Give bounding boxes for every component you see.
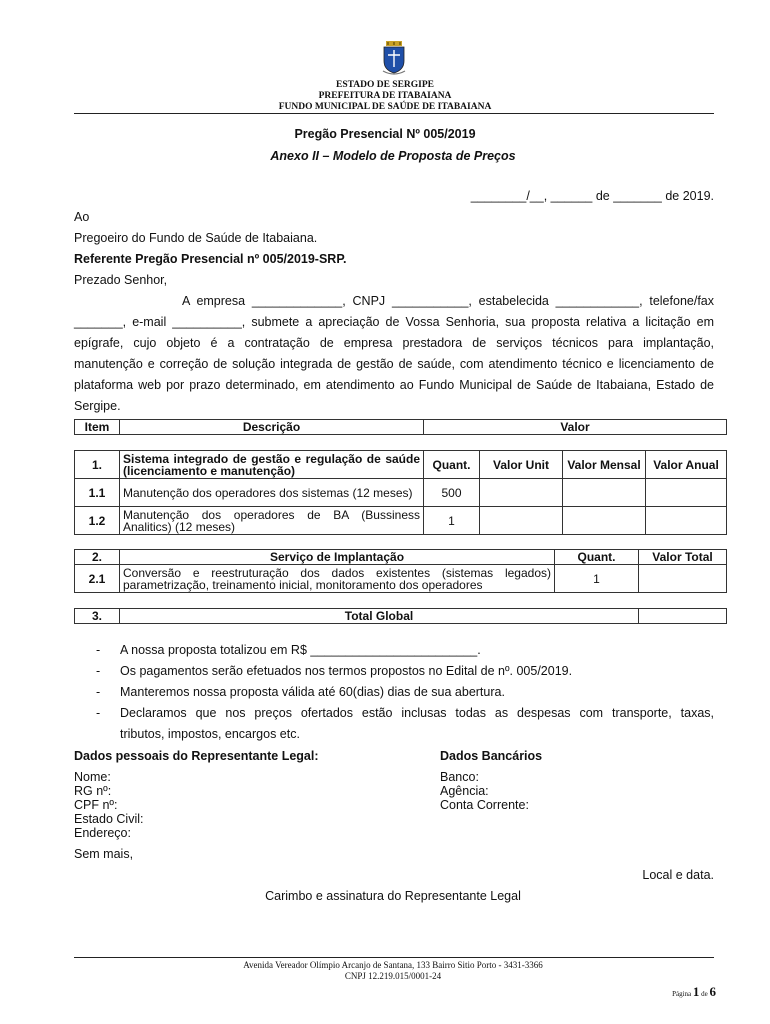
- bank-heading: Dados Bancários: [440, 749, 543, 763]
- footer-divider: [74, 957, 714, 958]
- item-1-2-valor-unit[interactable]: [480, 507, 563, 535]
- bullet-dash: -: [96, 664, 101, 678]
- local-data: Local e data.: [642, 868, 714, 882]
- rep-heading: Dados pessoais do Representante Legal:: [74, 749, 319, 763]
- bank-agencia: Agência:: [440, 784, 489, 798]
- page-label: Página: [672, 990, 692, 998]
- closing: Sem mais,: [74, 847, 134, 861]
- page-total: 6: [709, 984, 716, 999]
- header-state: ESTADO DE SERGIPE: [335, 80, 434, 90]
- valor-mensal-header: Valor Mensal: [563, 451, 646, 479]
- table-total-global: [74, 608, 727, 624]
- table-implantacao: [74, 549, 727, 593]
- footer-cnpj: CNPJ 12.219.015/0001-24: [344, 971, 442, 981]
- bullet-dash: -: [96, 643, 101, 657]
- date-line: ________/__, ______ de _______ de 2019.: [470, 189, 714, 203]
- table-row: [75, 550, 727, 565]
- bullet-validade: Manteremos nossa proposta válida até 60(dias) dias de sua abertura.: [120, 685, 505, 699]
- item-1-2-valor-mensal[interactable]: [563, 507, 646, 535]
- rep-nome: Nome:: [74, 770, 111, 784]
- item-1-1-valor-mensal[interactable]: [563, 479, 646, 507]
- valor-unit-header: Valor Unit: [480, 451, 563, 479]
- item-1: 1.: [75, 451, 120, 479]
- body-line-5: plataforma web por prazo determinado, em atendimento ao Fundo Municipal de Saúde de Itabaiana, Estado de: [74, 378, 714, 392]
- bullet-despesas-continuation: tributos, impostos, encargos etc.: [120, 727, 300, 741]
- quant-header: Quant.: [424, 451, 480, 479]
- item-1-1-quant: 500: [424, 479, 480, 507]
- addressee-pregoeiro: Pregoeiro do Fundo de Saúde de Itabaiana.: [74, 231, 318, 245]
- valor-anual-header: Valor Anual: [646, 451, 727, 479]
- document-subtitle: Anexo II – Modelo de Proposta de Preços: [270, 149, 516, 163]
- rep-rg: RG nº:: [74, 784, 112, 798]
- total-global-value[interactable]: [639, 609, 727, 624]
- rep-estado-civil: Estado Civil:: [74, 812, 144, 826]
- bullet-dash: -: [96, 685, 101, 699]
- body-line-1: A empresa _____________, CNPJ ___________, estabelecida ____________, telefone/fax: [182, 294, 714, 308]
- item-2-1-valor-total[interactable]: [639, 565, 727, 593]
- footer-address: Avenida Vereador Olímpio Arcanjo de Santana, 133 Bairro Sitio Porto - 3431-3366: [243, 960, 543, 970]
- item-1-1: 1.1: [75, 479, 120, 507]
- table-row: [75, 609, 727, 624]
- body-line-3: epígrafe, cujo objeto é a contratação de empresa prestadora de serviços técnicos para implantação,: [74, 336, 714, 350]
- signature-line: Carimbo e assinatura do Representante Legal: [265, 889, 521, 903]
- item-2-desc: Serviço de Implantação: [120, 550, 555, 565]
- page-current: 1: [692, 984, 700, 999]
- header-valor: Valor: [424, 420, 727, 435]
- bullet-total: A nossa proposta totalizou em R$ ________________________.: [120, 643, 481, 657]
- bank-conta: Conta Corrente:: [440, 798, 529, 812]
- item-1-2-desc: Manutenção dos operadores de BA (Bussiness Analitics) (12 meses): [120, 507, 424, 535]
- bullet-dash: -: [96, 706, 101, 720]
- bank-banco: Banco:: [440, 770, 479, 784]
- header-divider: [74, 113, 714, 114]
- header-item: Item: [75, 420, 120, 435]
- body-line-4: manutenção e correção de solução integrada de gestão de saúde, com atendimento técnico e licenciamento de: [74, 357, 714, 371]
- item-1-1-valor-unit[interactable]: [480, 479, 563, 507]
- body-line-6: Sergipe.: [74, 399, 121, 413]
- header-prefeitura: PREFEITURA DE ITABAIANA: [318, 91, 452, 101]
- body-line-2: _______, e-mail __________, submete a apreciação de Vossa Senhoria, sua proposta relativa a licitação em: [74, 315, 714, 329]
- item-3-desc: Total Global: [120, 609, 639, 624]
- item-1-2-quant: 1: [424, 507, 480, 535]
- addressee-ao: Ao: [74, 210, 90, 224]
- table-header: [74, 419, 727, 435]
- item-1-1-desc: Manutenção dos operadores dos sistemas (12 meses): [120, 479, 424, 507]
- table-licenciamento: [74, 450, 727, 535]
- item-1-desc: Sistema integrado de gestão e regulação de saúde (licenciamento e manutenção): [120, 451, 424, 479]
- item-1-2: 1.2: [75, 507, 120, 535]
- table-row: [75, 565, 727, 593]
- item-2-1: 2.1: [75, 565, 120, 593]
- header-descricao: Descrição: [120, 420, 424, 435]
- table-row: [75, 479, 727, 507]
- item-2: 2.: [75, 550, 120, 565]
- valor-total-header: Valor Total: [639, 550, 727, 565]
- quant-header-2: Quant.: [555, 550, 639, 565]
- greeting: Prezado Senhor,: [74, 273, 168, 287]
- item-1-1-valor-anual[interactable]: [646, 479, 727, 507]
- table-row: [75, 451, 727, 479]
- item-1-2-valor-anual[interactable]: [646, 507, 727, 535]
- rep-cpf: CPF nº:: [74, 798, 118, 812]
- reference-line: Referente Pregão Presencial nº 005/2019-SRP.: [74, 252, 347, 266]
- item-3: 3.: [75, 609, 120, 624]
- document-title: Pregão Presencial Nº 005/2019: [294, 127, 476, 141]
- item-2-1-quant: 1: [555, 565, 639, 593]
- bullet-pagamentos: Os pagamentos serão efetuados nos termos propostos no Edital de nº. 005/2019.: [120, 664, 573, 678]
- header-fundo: FUNDO MUNICIPAL DE SAÚDE DE ITABAIANA: [278, 102, 492, 112]
- page-number: [600, 984, 716, 1002]
- coat-of-arms-logo: [381, 41, 407, 77]
- bullet-despesas: Declaramos que nos preços ofertados estão inclusas todas as despesas com transporte, taxas,: [120, 706, 714, 720]
- item-2-1-desc: Conversão e reestruturação dos dados existentes (sistemas legados) parametrização, treinamento inicial, monitoramento dos operadores: [120, 565, 555, 593]
- rep-endereco: Endereço:: [74, 826, 131, 840]
- page-of: de: [701, 990, 708, 998]
- table-row: [75, 507, 727, 535]
